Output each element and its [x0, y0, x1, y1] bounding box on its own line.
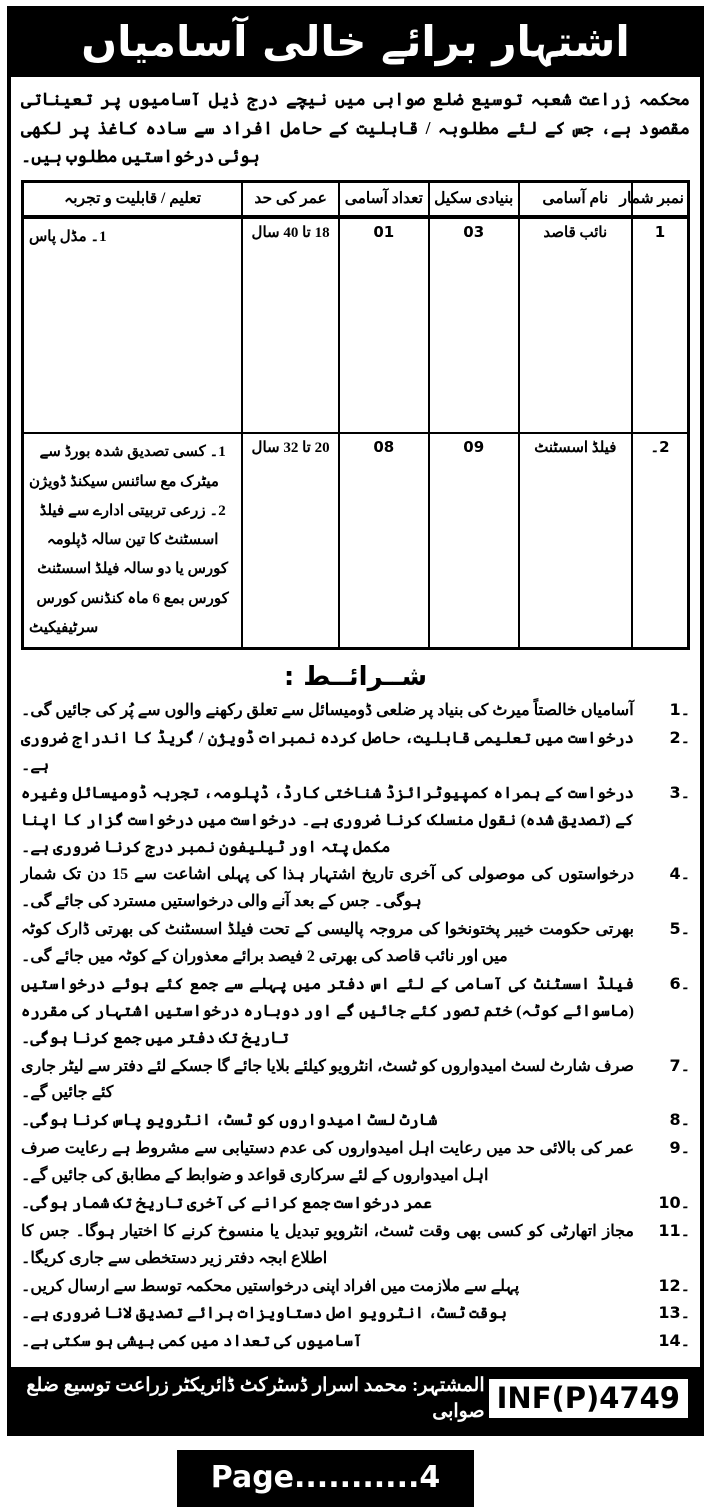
table-body: [23, 217, 689, 648]
condition-item: [21, 726, 690, 780]
condition-item: [21, 698, 690, 725]
table-header-row: [23, 182, 689, 218]
condition-text: درخواستوں کی موصولی کی آخری تاریخ اشتہار ہذا کی پہلی اشاعت سے 15 دن تک شمار ہوگی۔ جس کے بعد آنے والی درخواستیں مسترد کی جائے گی۔: [21, 866, 634, 911]
inf-code-badge: INF(P)4749: [489, 1379, 688, 1418]
conditions-section: [11, 658, 700, 1367]
cell-age-limit: 20 تا 32 سال: [242, 433, 339, 648]
table-row: [23, 217, 689, 433]
condition-text: مجاز اتھارٹی کو کسی بھی وقت ٹسٹ، انٹرویو تبدیل یا منسوخ کرنے کا اختیار ہوگا۔ جس کا اطلاع ابجہ دفتر زیر دستخطی سے جاری کریگا۔: [21, 1222, 634, 1267]
condition-number: 5۔: [669, 919, 690, 939]
condition-text: پہلے سے ملازمت میں افراد اپنی درخواستیں محکمہ توسط سے ارسال کریں۔: [21, 1277, 520, 1295]
vacancy-table-wrapper: [11, 180, 700, 658]
masthead-banner: [11, 10, 700, 77]
qualification-line: 2۔ زرعی تربیتی ادارے سے فیلڈ اسسٹنٹ کا تین سالہ ڈپلومہ کورس یا دو سالہ فیلڈ اسسٹنٹ کورس بمع 6 ماہ کنڈنس کورس سرٹیفیکیٹ: [29, 502, 229, 636]
condition-number: 7۔: [669, 1055, 690, 1075]
column-header-post-name: نام آسامی: [519, 182, 632, 218]
cell-basic-scale: 09: [429, 433, 519, 648]
conditions-list: [21, 698, 690, 1356]
cell-post-name: فیلڈ اسسٹنٹ: [519, 433, 632, 648]
column-header-basic-scale: بنیادی سکیل: [429, 182, 519, 218]
condition-text: فیلڈ اسسٹنٹ کی آسامی کے لئے اس دفتر میں پہلے سے جمع کئے ہوئے درخواستیں (ماسوائے کوٹہ) ختم تصور کئے جائیں گے اور دوبارہ درخواستیں اشتہار کی مقررہ تاریخ تک دفتر میں جمع کرنا ہوگی۔: [21, 975, 634, 1047]
condition-item: [21, 917, 690, 971]
vacancy-table: [21, 180, 690, 650]
condition-text: درخواست کے ہمراہ کمپیوٹرائزڈ شناختی کارڈ، ڈپلومہ، تجربہ ڈومیسائل وغیرہ کے (تصدیق شدہ) نقول منسلک کرنا ضروری ہے۔ درخواست میں درخواست گزار کا اپنا مکمل پتہ اور ٹیلیفون نمبر درج کرنا ضروری ہے۔: [21, 784, 635, 856]
condition-number: 9۔: [669, 1138, 690, 1158]
condition-text: آسامیاں خالصتاً میرٹ کی بنیاد پر ضلعی ڈومیسائل سے تعلق رکھنے والوں سے پُر کی جائیں گی۔: [21, 702, 634, 720]
cell-post-name: نائب قاصد: [519, 217, 632, 433]
condition-text: شارٹ لسٹ امیدواروں کو ٹسٹ، انٹرویو پاس کرنا ہوگی۔: [21, 1112, 438, 1130]
condition-text: آسامیوں کی تعداد میں کمی بیشی ہو سکتی ہے۔: [21, 1333, 363, 1351]
condition-text: عمر درخواست جمع کرانے کی آخری تاریخ تک شمار ہوگی۔: [21, 1194, 432, 1212]
condition-number: 12۔: [658, 1275, 690, 1295]
table-header: [23, 182, 689, 218]
condition-number: 8۔: [669, 1110, 690, 1130]
column-header-count: تعداد آسامی: [339, 182, 429, 218]
condition-item: [21, 1191, 690, 1218]
condition-number: 10۔: [658, 1192, 690, 1212]
cell-qualification: [23, 433, 243, 648]
condition-item: [21, 1108, 690, 1135]
condition-item: [21, 1136, 690, 1190]
page-title: اشتہار برائے خالی آسامیاں: [81, 17, 630, 66]
cell-serial: 2۔: [632, 433, 689, 648]
condition-text: صرف شارٹ لسٹ امیدواروں کو ٹسٹ، انٹرویو کیلئے بلایا جائے گا جسکے لئے دفتر سے لیٹر جاری کئے جائیں گے۔: [21, 1057, 634, 1102]
publisher-bar: [11, 1367, 700, 1432]
cell-age-limit: 18 تا 40 سال: [242, 217, 339, 433]
condition-text: بھرتی حکومت خیبر پختونخوا کی مروجہ پالیسی کے تحت فیلڈ اسسٹنٹ کی بھرتی ڈارک کوٹہ میں اور نائب قاصد کی بھرتی 2 فیصد برائے معذوران کے کوٹہ میں جائے گی۔: [21, 921, 634, 966]
condition-item: [21, 1054, 690, 1108]
condition-item: [21, 781, 690, 862]
condition-text: عمر کی بالائی حد میں رعایت اہل امیدواروں کی عدم دستیابی سے مشروط ہے رعایت صرف اہل امیدواروں کے لئے سرکاری قواعد و ضوابط کے مطابق کی جائیں گے۔: [21, 1140, 634, 1185]
column-header-age-limit: عمر کی حد: [242, 182, 339, 218]
cell-basic-scale: 03: [429, 217, 519, 433]
cell-serial: 1: [632, 217, 689, 433]
condition-number: 1۔: [669, 700, 690, 720]
condition-number: 3۔: [669, 782, 690, 802]
condition-text: بوقت ٹسٹ، انٹرویو اصل دستاویزات برائے تصدیق لانا ضروری ہے۔: [21, 1305, 507, 1323]
page-number-strip: [7, 1450, 704, 1507]
cell-count: 01: [339, 217, 429, 433]
condition-item: [21, 1301, 690, 1328]
qualification-line: 1۔ مڈل پاس: [29, 229, 107, 246]
condition-number: 14۔: [658, 1331, 690, 1351]
column-header-qualification: تعلیم / قابلیت و تجربہ: [23, 182, 243, 218]
page-number-badge: Page...........4: [177, 1450, 474, 1507]
column-header-serial: نمبر شمار: [632, 182, 689, 218]
condition-number: 13۔: [658, 1303, 690, 1323]
condition-number: 6۔: [669, 973, 690, 993]
cell-count: 08: [339, 433, 429, 648]
condition-item: [21, 1329, 690, 1356]
table-row: [23, 433, 689, 648]
cell-qualification: [23, 217, 243, 433]
condition-item: [21, 1274, 690, 1301]
qualification-line: 1۔ کسی تصدیق شدہ بورڈ سے میٹرک مع سائنس سیکنڈ ڈویژن: [29, 444, 226, 490]
advert-frame: [7, 6, 704, 1436]
condition-text: درخواست میں تعلیمی قابلیت، حاصل کردہ نمبرات ڈویژن / گریڈ کا اندراج ضروری ہے۔: [21, 730, 634, 774]
condition-number: 11۔: [658, 1220, 690, 1240]
intro-paragraph: محکمہ زراعت شعبہ توسیع ضلع صوابی میں نیچے درج ذیل آسامیوں پر تعیناتی مقصود ہے، جس کے لئے مطلوبہ / قابلیت کے حامل افراد سے سادہ کاغذ پر لکھی ہوئی درخواستیں مطلوب ہیں۔: [21, 89, 690, 167]
condition-number: 4۔: [669, 864, 690, 884]
condition-item: [21, 972, 690, 1053]
conditions-heading: شــرائــط :: [283, 662, 428, 693]
condition-item: [21, 1219, 690, 1273]
condition-number: 2۔: [669, 728, 690, 748]
condition-item: [21, 862, 690, 916]
publisher-name: المشتہر: محمد اسرار ڈسٹرکٹ ڈائریکٹر زراعت توسیع ضلع صوابی: [26, 1375, 485, 1422]
